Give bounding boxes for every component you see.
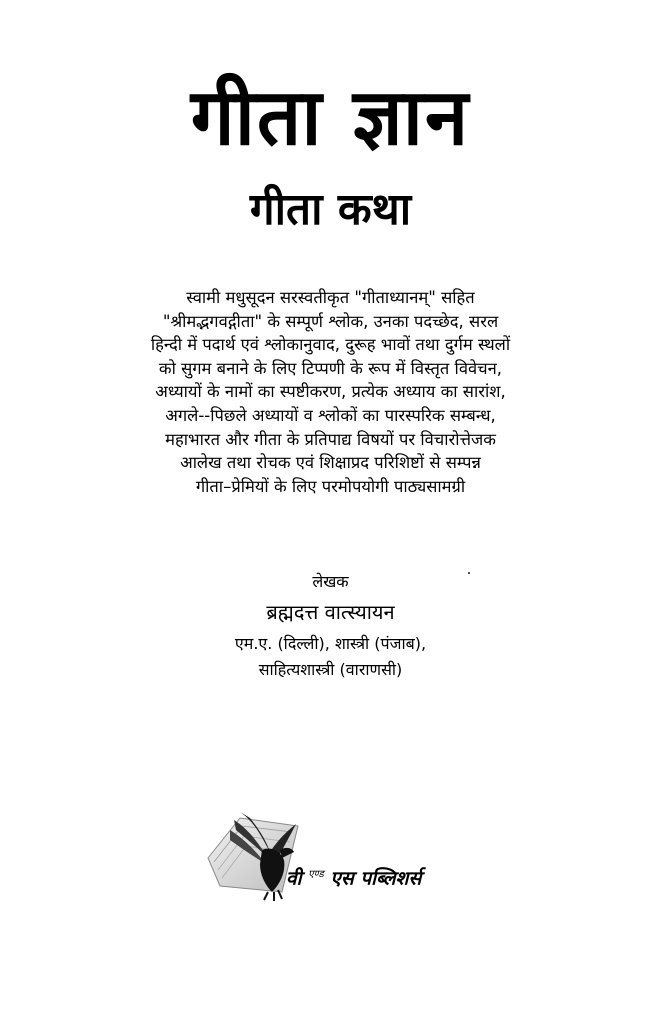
description-line: "श्रीमद्भगवद्गीता" के सम्पूर्ण श्लोक, उनका पदच्छेद, सरल (162, 311, 499, 331)
author-label: लेखक (312, 572, 349, 591)
author-credentials-line: साहित्यशास्त्री (वाराणसी) (258, 660, 403, 679)
description-line: अगले--पिछले अध्यायों व श्लोकों का पारस्परिक सम्बन्ध, (165, 405, 496, 425)
description-line: हिन्दी में पदार्थ एवं श्लोकानुवाद, दुरूह भावों तथा दुर्गम स्थलों (150, 335, 511, 355)
author-name: ब्रह्मदत्त वात्स्यायन (266, 600, 395, 624)
description-line: स्वामी मधुसूदन सरस्वतीकृत "गीताध्यानम्" सहित (186, 288, 475, 307)
eagle-book-icon (200, 800, 450, 910)
publisher-name-part2: एस पब्लिशर्स (330, 867, 422, 890)
description-line: को सुगम बनाने के लिए टिप्पणी के रूप में विस्तृत विवेचन, (158, 358, 503, 378)
publisher-name (286, 862, 421, 891)
book-subtitle: गीता कथा (249, 184, 412, 235)
book-title: गीता ज्ञान (190, 73, 471, 163)
description-line: महाभारत और गीता के प्रतिपाद्य विषयों पर विचारोत्तेजक (165, 429, 496, 449)
book-description (60, 286, 601, 498)
description-line: अध्यायों के नामों का स्पष्टीकरण, प्रत्येक अध्याय का सारांश, (155, 382, 506, 402)
description-line: आलेख तथा रोचक एवं शिक्षाप्रद परिशिष्टों से सम्पन्न (180, 453, 481, 473)
publisher-name-part1: वी (286, 867, 302, 890)
author-credentials-line: एम.ए. (दिल्ली), शास्त्री (पंजाब), (234, 634, 427, 653)
publisher-connector: एण्ड (308, 869, 324, 880)
description-line: गीता–प्रेमियों के लिए परमोपयोगी पाठ्यसामग्री (195, 476, 466, 496)
